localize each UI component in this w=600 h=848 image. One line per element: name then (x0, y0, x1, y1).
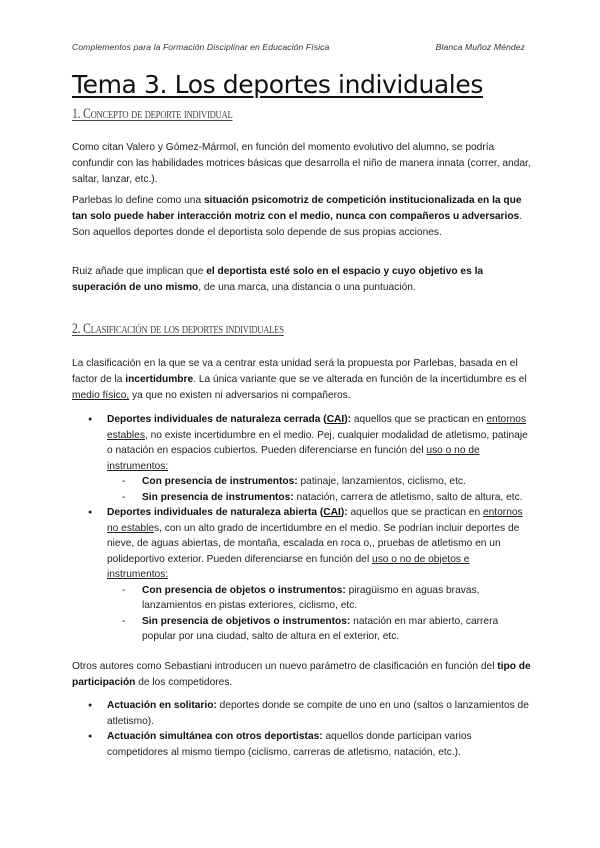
section2-heading: 2. Clasificación de los deportes individuales (72, 321, 284, 337)
participation-list (72, 698, 532, 760)
list-item: ● Actuación en solitario: deportes donde se compite de uno en uno (saltos o lanzamientos de atletismo). (72, 698, 532, 729)
sub-item: - Sin presencia de objetivos o instrumentos: natación en mar abierto, carrera popular por una ciudad, salto de altura en el exterior, etc. (107, 614, 532, 645)
section2-other-authors: Otros autores como Sebastiani introducen un nuevo parámetro de clasificación en función del tipo de participación de los competidores. (72, 661, 531, 688)
classification-list (72, 412, 532, 645)
section1-paragraph-1: Como citan Valero y Gómez-Mármol, en función del momento evolutivo del alumno, se podría confundir con las habilidades motrices básicas que desarrolla el niño de manera innata (correr, andar, saltar, lanzar, etc.). (72, 142, 531, 185)
document-title: Tema 3. Los deportes individuales (72, 70, 483, 99)
section1-heading: 1. Concepto de deporte individual (72, 106, 233, 122)
open-sublist (107, 583, 532, 645)
course-name: Complementos para la Formación Disciplinar en Educación Física (72, 42, 330, 52)
list-item-open: ● Deportes individuales de naturaleza abierta (CAI): aquellos que se practican en entornos no estables, con un alto grado de incertidumbre en el medio. Se podrían incluir deportes de nieve, de aguas abiertas, de montaña, escalada en roca o,, pruebas de atletismo en un polideportivo exterior. Pueden diferenciarse en función del uso o no de objetos e instrumentos: - Con presencia de objetos o instrumentos: piragüismo en aguas bravas, lanzamientos en pistas exteriores, ciclismo, etc. - Sin presencia de objetivos o instrumentos: natación en mar abierto, carrera popular por una ciudad, salto de altura en el exterior, etc. (72, 505, 532, 645)
list-item-closed: ● Deportes individuales de naturaleza cerrada (CAI): aquellos que se practican en entornos estables, no existe incertidumbre en el medio. Pej, cualquier modalidad de atletismo, patinaje o natación en espacios cubiertos. Pueden diferenciarse en función del uso o no de instrumentos: - Con presencia de instrumentos: patinaje, lanzamientos, ciclismo, etc. - Sin presencia de instrumentos: natación, carrera de atletismo, salto de altura, etc. (72, 412, 532, 505)
page-header (72, 42, 528, 52)
sub-item: - Con presencia de objetos o instrumentos: piragüismo en aguas bravas, lanzamientos en pistas exteriores, ciclismo, etc. (107, 583, 532, 614)
sub-item: - Con presencia de instrumentos: patinaje, lanzamientos, ciclismo, etc. (107, 474, 532, 490)
section2-intro: La clasificación en la que se va a centrar esta unidad será la propuesta por Parlebas, basada en el factor de la incertidumbre. La única variante que se ve alterada en función de la incertidumbre es el medio físico, ya que no existen ni adversarios ni compañeros. (72, 358, 527, 401)
closed-sublist (107, 474, 532, 505)
list-item: ● Actuación simultánea con otros deportistas: aquellos donde participan varios competidores al mismo tiempo (ciclismo, carreras de atletismo, natación, etc.). (72, 729, 532, 760)
section1-paragraph-3: Ruiz añade que implican que el deportista esté solo en el espacio y cuyo objetivo es la superación de uno mismo, de una marca, una distancia o una puntuación. (72, 266, 484, 293)
sub-item: - Sin presencia de instrumentos: natación, carrera de atletismo, salto de altura, etc. (107, 490, 532, 506)
section1-paragraph-2: Parlebas lo define como una situación psicomotriz de competición institucionalizada en la que tan solo puede haber interacción motriz con el medio, nunca con compañeros u adversarios. Son aquellos deportes donde el deportista solo depende de sus propias acciones. (72, 195, 523, 238)
author-name: Blanca Muñoz Méndez (435, 42, 525, 52)
